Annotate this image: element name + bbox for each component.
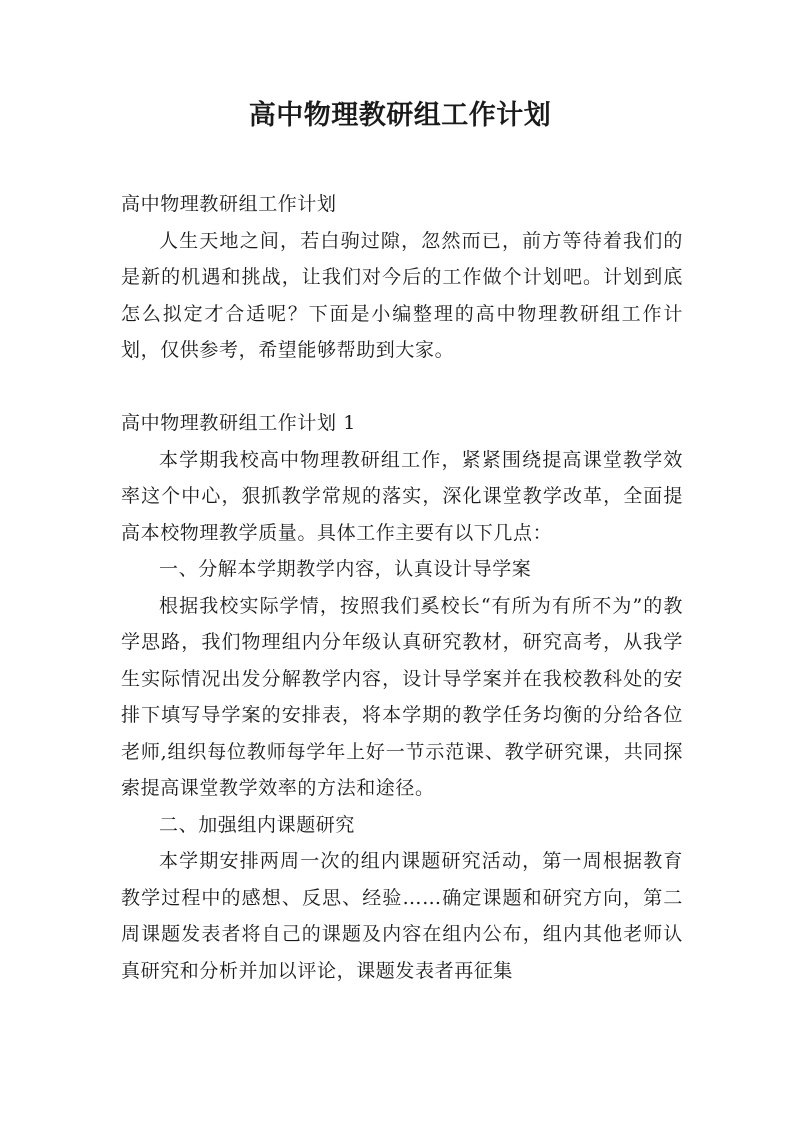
plan-1-overview-paragraph: 本学期我校高中物理教研组工作，紧紧围绕提高课堂教学效率这个中心，狠抓教学常规的落实，深化课堂教学改革，全面提高本校物理教学质量。具体工作主要有以下几点： xyxy=(121,448,683,544)
item-heading-2: 二、加强组内课题研究 xyxy=(159,813,356,836)
document-title: 高中物理教研组工作计划 xyxy=(248,100,552,131)
paragraph-spacer xyxy=(121,369,683,406)
item-2-paragraph: 本学期安排两周一次的组内课题研究活动，第一周根据教育教学过程中的感想、反思、经验……确定课题和研究方向，第二周课题发表者将自己的课题及内容在组内公布，组内其他老师认真研究和分析并加以评论，课题发表者再征集 xyxy=(121,850,683,982)
section-heading-intro: 高中物理教研组工作计划 xyxy=(121,193,337,215)
intro-paragraph: 人生天地之间，若白驹过隙，忽然而已，前方等待着我们的是新的机遇和挑战，让我们对今后的工作做个计划吧。计划到底怎么拟定才合适呢？下面是小编整理的高中物理教研组工作计划，仅供参考，希望能够帮助到大家。 xyxy=(121,229,683,361)
item-1-paragraph: 根据我校实际学情，按照我们奚校长“有所为有所不为”的教学思路，我们物理组内分年级认真研究教材，研究高考，从我学生实际情况出发分解教学内容，设计导学案并在我校教科处的安排下填写导学案的安排表，将本学期的教学任务均衡的分给各位老师,组织每位教师每学年上好一节示范课、教学研究课，共同探索提高课堂教学效率的方法和途径。 xyxy=(121,594,683,799)
section-heading-plan-1: 高中物理教研组工作计划 1 xyxy=(121,412,356,434)
item-heading-1: 一、分解本学期教学内容，认真设计导学案 xyxy=(159,558,532,580)
document-body xyxy=(121,186,683,989)
